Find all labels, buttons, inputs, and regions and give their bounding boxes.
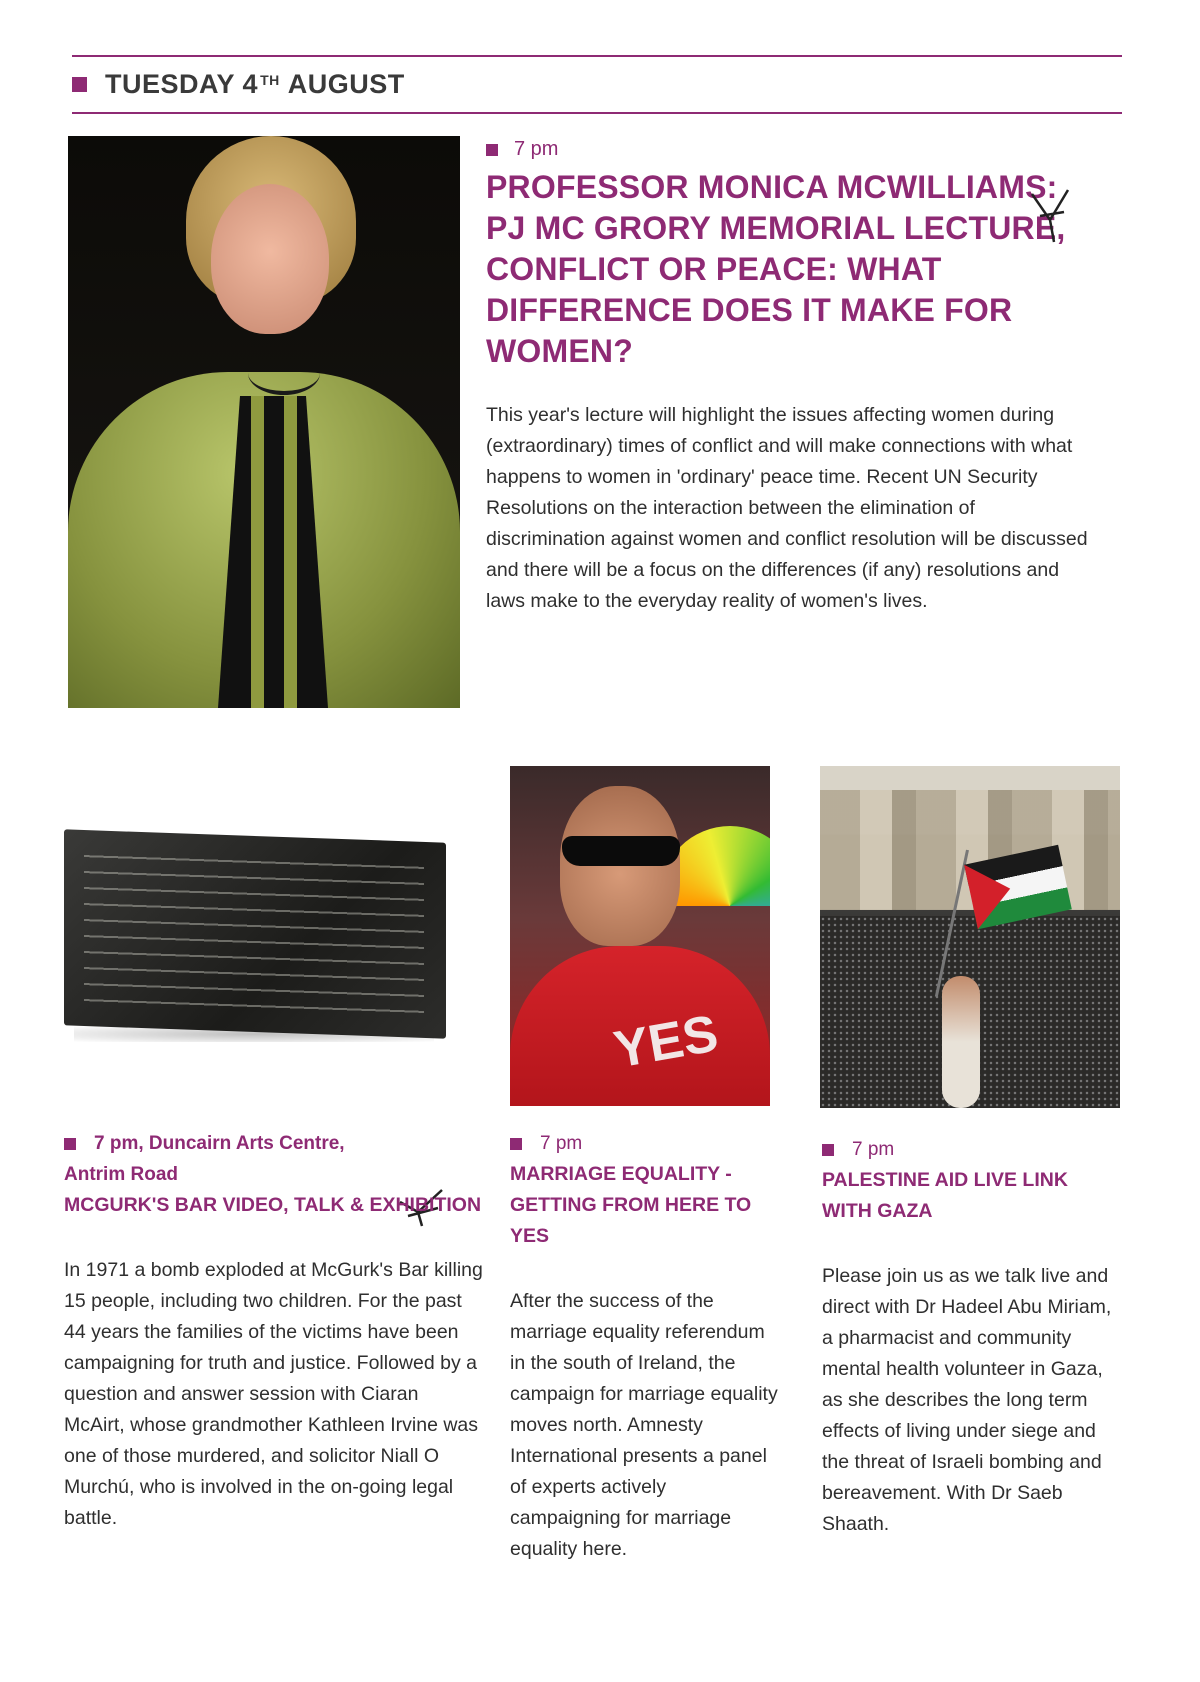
event-description: Please join us as we talk live and direct with Dr Hadeel Abu Miriam, a pharmacist and community mental health volunteer in Gaza, as she describes the long term effects of living under siege and the threat of Israeli bombing and bereavement. With Dr Saeb Shaath. [822, 1265, 1112, 1535]
bullet-square-icon [486, 144, 498, 156]
header-bottom-rule [72, 112, 1122, 114]
event-time [510, 1128, 778, 1159]
main-event-time-text: 7 pm [514, 138, 559, 160]
event-title: PALESTINE AID LIVE LINK WITH GAZA [822, 1169, 1068, 1222]
main-event-title: PROFESSOR MONICA MCWILLIAMS: PJ MC GRORY MEMORIAL LECTURE, CONFLICT OR PEACE: WHAT DIFFERENCE DOES IT MAKE FOR WOMEN? [486, 169, 1066, 369]
main-event-description: This year's lecture will highlight the issues affecting women during (extraordinary) times of conflict and will make connections with what happens to women in 'ordinary' peace time. Recent UN Security Resolutions on the interaction between the elimination of discrimination against women and conflict resolution will be discussed and there will be a focus on the differences (if any) resolutions and laws make to the everyday reality of women's lives. [486, 404, 1088, 612]
marriage-equality-photo [510, 766, 770, 1106]
main-event-time [486, 138, 1096, 161]
yes-shirt-text: YES [609, 1004, 723, 1080]
event-marriage-equality [510, 1128, 778, 1565]
main-event [486, 138, 1096, 617]
bullet-square-icon [822, 1144, 834, 1156]
header-ordinal: TH [260, 72, 280, 88]
event-time-text: 7 pm [852, 1139, 895, 1160]
bullet-square-icon [72, 77, 87, 92]
header-top-rule [72, 55, 1122, 57]
bullet-square-icon [64, 1138, 76, 1150]
event-title: MCGURK'S BAR VIDEO, TALK & EXHIBITION [64, 1194, 482, 1216]
event-place: Antrim Road [64, 1164, 178, 1185]
handwritten-tick-mark-icon [1028, 186, 1076, 246]
event-mcgurks-bar [64, 1128, 484, 1534]
event-time-text: 7 pm [540, 1133, 583, 1154]
gaza-crowd-photo [820, 766, 1120, 1108]
event-description: In 1971 a bomb exploded at McGurk's Bar killing 15 people, including two children. For the past 44 years the families of the victims have been campaigning for truth and justice. Followed by a question and answer session with Ciaran McAirt, whose grandmother Kathleen Irvine was one of those murdered, and solicitor Niall O Murchú, who is involved in the on-going legal battle. [64, 1259, 483, 1529]
professor-portrait-photo [68, 136, 460, 708]
bullet-square-icon [510, 1138, 522, 1150]
event-title: MARRIAGE EQUALITY - GETTING FROM HERE TO YES [510, 1163, 752, 1247]
page-date-header [72, 66, 405, 102]
event-time [64, 1128, 484, 1159]
mcgurks-memorial-plaque-photo [60, 826, 450, 1044]
event-description: After the success of the marriage equality referendum in the south of Ireland, the campaign for marriage equality moves north. Amnesty International presents a panel of experts actively campaigning for marriage equality here. [510, 1290, 778, 1560]
header-day: TUESDAY 4 [105, 68, 259, 99]
header-month: AUGUST [287, 68, 405, 99]
event-palestine-aid [822, 1134, 1122, 1540]
event-time-text: 7 pm, Duncairn Arts Centre, [94, 1133, 345, 1154]
event-time [822, 1134, 1122, 1165]
